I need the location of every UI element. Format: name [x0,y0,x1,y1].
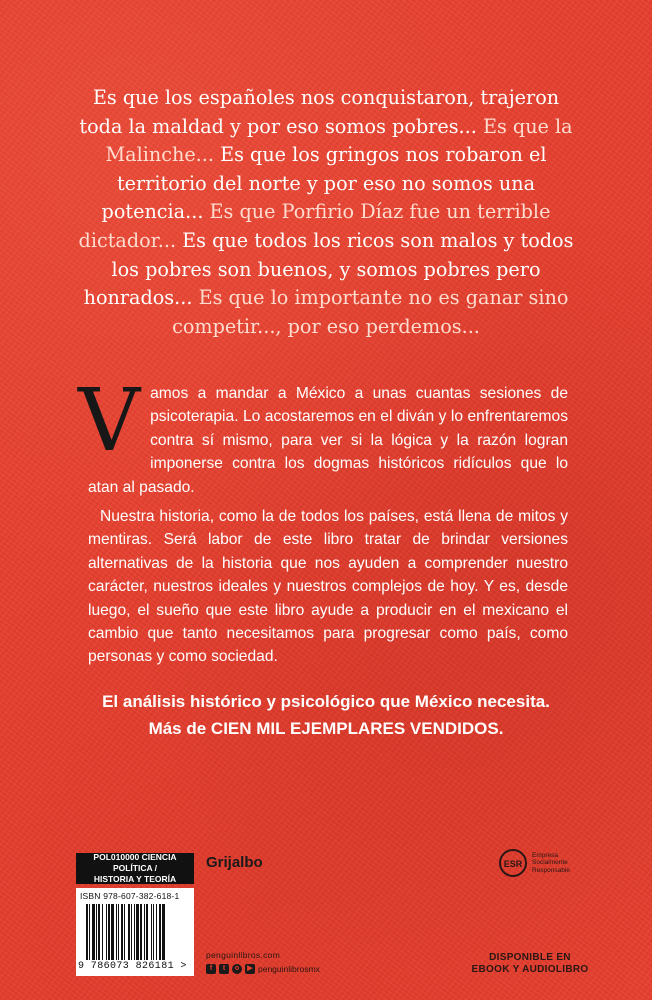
barcode-number: 9 786073 826181 > [78,961,187,972]
synopsis-paragraph-2: Nuestra historia, como la de todos los países, está llena de mitos y mentiras. Será labor de este libro tratar de brindar versiones alternativas de la historia que nos ayuden a comprender nuestro carácter, nuestros ideales y nuestros complejos de hoy. Y es, desde luego, el sueño que este libro ayude a producir en el mexicano el cambio que tanto necesitamos para progresar como país, como personas y como sociedad. [88,508,568,666]
tagline [60,688,592,742]
quote-sentence-6: Es que lo importante no es ganar sino competir..., por eso perdemos... [172,286,569,338]
category-line-1: POL010000 CIENCIA POLÍTICA / [93,852,177,873]
esr-caption: Empresa Socialmente Responsable [532,851,570,874]
esr-badge [498,848,574,878]
drop-cap: V [78,371,141,471]
facebook-icon[interactable]: f [206,964,216,974]
website-text: penguinlibros.com [206,950,281,960]
tagline-line-2: Más de CIEN MIL EJEMPLARES VENDIDOS. [148,719,504,738]
quote-sentence-4: Es que Porfirio Díaz fue un terrible dictador... [78,200,551,252]
barcode-box [76,888,194,976]
availability-line-2: EBOOK Y AUDIOLIBRO [471,964,589,975]
quote-sentence-2: Es que la Malinche... [105,114,573,167]
availability-line-1: DISPONIBLE EN [489,952,571,963]
tagline-line-1: El análisis histórico y psicológico que México necesita. [102,692,550,711]
quote-sentence-5: Es que todos los ricos son malos y todos los pobres son buenos, y somos pobres pero honrados... [83,228,574,310]
synopsis [78,371,568,675]
barcode-image [86,904,184,960]
twitter-icon[interactable]: t [219,964,229,974]
synopsis-paragraph-1 [78,371,568,499]
esr-logo-icon [498,848,528,878]
quote-sentence-3: Es que los gringos nos robaron el territorio del norte y por eso no somos una potencia... [101,143,547,224]
social-links [206,964,320,974]
availability-note [470,952,590,976]
category-box [76,853,194,884]
category-line-2: HISTORIA Y TEORÍA [93,874,177,884]
publisher-logo: Grijalbo [206,854,263,871]
social-handle: penguinlibrosmx [258,964,320,974]
quote-sentence-1: Es que los españoles nos conquistaron, trajeron toda la maldad y por eso somos pobres... [79,86,560,138]
synopsis-paragraph-1-text: amos a mandar a México a unas cuantas sesiones de psicoterapia. Lo acostaremos en el diván y lo enfrentaremos contra sí mismo, para ver si la lógica y la razón logran imponerse contra los dogmas históricos ridículos que lo atan al pasado. [88,385,568,496]
youtube-icon[interactable]: ▶ [245,964,255,974]
isbn-text: ISBN 978-607-382-618-1 [80,891,180,901]
back-cover-quote [70,84,582,341]
esr-logo-text: ESR [503,859,523,869]
instagram-icon[interactable]: o [232,964,242,974]
